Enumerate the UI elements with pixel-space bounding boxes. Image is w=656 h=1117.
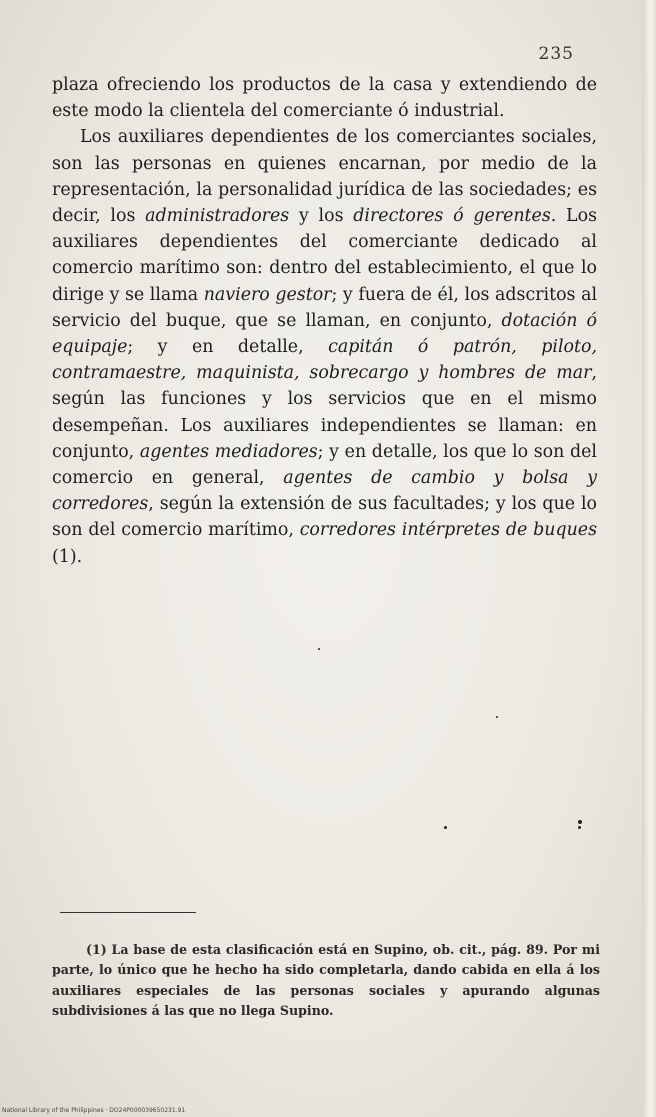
scan-credit: National Library of the Philippines · DO24P000039650231.91	[2, 1107, 186, 1114]
ink-speck	[496, 716, 498, 718]
footnote-text: (1) La base de esta clasificación está en Supino, ob. cit., pág. 89. Por mi parte, lo único que he hecho ha sido completarla, dando cabida en ella á los auxiliares especiales de las personas sociales y apurando algunas subdivisiones á las que no llega Supino.	[52, 942, 600, 1019]
body-text	[52, 72, 597, 570]
ink-speck	[578, 826, 581, 829]
footnote-rule	[60, 912, 196, 913]
ink-speck	[578, 820, 582, 824]
ink-speck	[444, 826, 447, 829]
paragraph-1: plaza ofreciendo los productos de la casa y extendiendo de este modo la clientela del comerciante ó industrial.	[52, 75, 597, 122]
footnote	[52, 940, 600, 1022]
paragraph-2: Los auxiliares dependientes de los comerciantes sociales, son las personas en quienes encarnan, por medio de la representación, la personalidad jurídica de las sociedades; es decir, los administradores y los directores ó gerentes. Los auxiliares dependientes del comerciante dedicado al comercio marítimo son: dentro del establecimiento, el que lo dirige y se llama naviero gestor; y fuera de él, los adscritos al servicio del buque, que se llaman, en conjunto, dotación ó equipaje; y en detalle, capitán ó patrón, piloto, contramaestre, maquinista, sobrecargo y hombres de mar, según las funciones y los servicios que en el mismo desempeñan. Los auxiliares independientes se llaman: en conjunto, agentes mediadores; y en detalle, los que lo son del comercio en general, agentes de cambio y bolsa y corredores, según la extensión de sus facultades; y los que lo son del comercio marítimo, corredores intérpretes de buques (1).	[52, 127, 598, 567]
page-number: 235	[538, 44, 574, 64]
page-edge	[642, 0, 656, 1117]
ink-speck	[318, 648, 320, 650]
